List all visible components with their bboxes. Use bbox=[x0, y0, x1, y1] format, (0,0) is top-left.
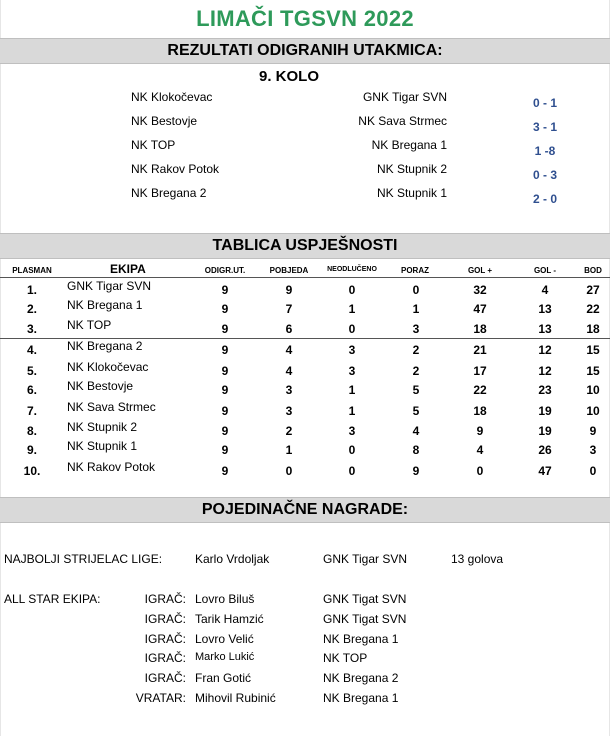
cell-lost: 2 bbox=[412, 343, 420, 357]
player-name: Mihovil Rubinić bbox=[195, 691, 276, 705]
team-name: NK Bestovje bbox=[67, 379, 134, 393]
match-home: NK TOP bbox=[131, 138, 176, 152]
cell-played: 9 bbox=[221, 283, 229, 297]
cell-won: 9 bbox=[285, 283, 293, 297]
match-home: NK Bestovje bbox=[131, 114, 198, 128]
table-band: TABLICA USPJEŠNOSTI bbox=[0, 233, 610, 259]
table-divider bbox=[0, 277, 610, 278]
player-name: Lovro Biluš bbox=[195, 592, 255, 606]
cell-draw: 1 bbox=[348, 383, 356, 397]
team-name: NK Stupnik 2 bbox=[67, 420, 138, 434]
cell-lost: 5 bbox=[412, 383, 420, 397]
cell-ga: 12 bbox=[538, 364, 552, 378]
cell-pts: 10 bbox=[586, 383, 600, 397]
cell-won: 4 bbox=[285, 343, 293, 357]
cell-gf: 0 bbox=[476, 464, 484, 478]
header-odigr: ODIGR.UT. bbox=[204, 266, 246, 275]
player-name: Lovro Velić bbox=[195, 631, 254, 646]
cell-pos: 2. bbox=[26, 302, 37, 316]
cell-won: 3 bbox=[285, 383, 293, 397]
player-club: NK Bregana 1 bbox=[323, 631, 399, 646]
player-role: IGRAČ: bbox=[144, 671, 186, 686]
all-star-label: ALL STAR EKIPA: bbox=[4, 592, 101, 606]
results-band: REZULTATI ODIGRANIH UTAKMICA: bbox=[0, 38, 610, 64]
cell-pts: 15 bbox=[586, 343, 600, 357]
cell-ga: 26 bbox=[538, 443, 552, 457]
player-name: Fran Gotić bbox=[195, 671, 252, 686]
player-name: Tarik Hamzić bbox=[195, 611, 264, 626]
cell-pos: 9. bbox=[26, 443, 37, 457]
cell-ga: 47 bbox=[538, 464, 552, 478]
cell-gf: 18 bbox=[473, 404, 487, 418]
cell-pos: 8. bbox=[26, 424, 37, 438]
cell-played: 9 bbox=[221, 302, 229, 316]
match-score: 2 - 0 bbox=[532, 192, 557, 206]
match-score: 3 - 1 bbox=[532, 120, 557, 134]
match-score: 0 - 3 bbox=[532, 168, 557, 182]
match-score: 1 -8 bbox=[534, 144, 556, 158]
round-label: 9. KOLO bbox=[258, 68, 319, 85]
cell-gf: 18 bbox=[473, 322, 487, 336]
team-name: GNK Tigar SVN bbox=[67, 279, 152, 293]
cell-gf: 17 bbox=[473, 364, 487, 378]
cell-pts: 10 bbox=[586, 404, 600, 418]
header-poraz: PORAZ bbox=[401, 266, 429, 275]
top-scorer-club: GNK Tigar SVN bbox=[323, 552, 408, 566]
cell-pts: 0 bbox=[589, 464, 597, 478]
cell-draw: 0 bbox=[348, 283, 356, 297]
cell-pos: 6. bbox=[26, 383, 37, 397]
match-home: NK Rakov Potok bbox=[131, 162, 220, 176]
cell-gf: 4 bbox=[476, 443, 484, 457]
header-ekipa: EKIPA bbox=[110, 262, 146, 276]
cell-pos: 3. bbox=[26, 322, 37, 336]
cell-draw: 3 bbox=[348, 364, 356, 378]
cell-won: 3 bbox=[285, 404, 293, 418]
cell-won: 4 bbox=[285, 364, 293, 378]
cell-pts: 9 bbox=[589, 424, 597, 438]
cell-lost: 0 bbox=[412, 283, 420, 297]
team-name: NK Stupnik 1 bbox=[67, 439, 138, 453]
cell-draw: 3 bbox=[348, 424, 356, 438]
cell-draw: 3 bbox=[348, 343, 356, 357]
team-name: NK Bregana 2 bbox=[67, 339, 143, 353]
cell-pts: 15 bbox=[586, 364, 600, 378]
cell-ga: 19 bbox=[538, 404, 552, 418]
cell-played: 9 bbox=[221, 364, 229, 378]
header-pobjeda: POBJEDA bbox=[269, 266, 309, 275]
match-away: NK Stupnik 1 bbox=[376, 186, 447, 200]
cell-gf: 22 bbox=[473, 383, 487, 397]
match-score: 0 - 1 bbox=[532, 96, 557, 110]
cell-lost: 8 bbox=[412, 443, 420, 457]
cell-lost: 1 bbox=[412, 302, 420, 316]
header-gol-plus: GOL + bbox=[467, 266, 493, 275]
cell-draw: 1 bbox=[348, 302, 356, 316]
player-club: GNK Tigat SVN bbox=[323, 611, 407, 626]
cell-gf: 9 bbox=[476, 424, 484, 438]
match-away: NK Sava Strmec bbox=[358, 114, 447, 128]
cell-draw: 0 bbox=[348, 464, 356, 478]
cell-ga: 13 bbox=[538, 322, 552, 336]
cell-ga: 12 bbox=[538, 343, 552, 357]
cell-pts: 27 bbox=[586, 283, 600, 297]
cell-draw: 1 bbox=[348, 404, 356, 418]
match-home: NK Klokočevac bbox=[131, 90, 213, 104]
team-name: NK Rakov Potok bbox=[67, 460, 156, 474]
match-away: NK Stupnik 2 bbox=[376, 162, 447, 176]
cell-pos: 1. bbox=[26, 283, 37, 297]
player-role: IGRAČ: bbox=[144, 611, 186, 626]
team-name: NK Klokočevac bbox=[67, 360, 149, 374]
header-gol-minus: GOL - bbox=[533, 266, 557, 275]
cell-lost: 3 bbox=[412, 322, 420, 336]
cell-gf: 21 bbox=[473, 343, 487, 357]
cell-played: 9 bbox=[221, 322, 229, 336]
cell-pos: 7. bbox=[26, 404, 37, 418]
player-role: IGRAČ: bbox=[144, 651, 186, 666]
grid-line bbox=[0, 0, 1, 736]
cell-ga: 19 bbox=[538, 424, 552, 438]
player-club: NK TOP bbox=[323, 651, 368, 666]
player-club: NK Bregana 1 bbox=[323, 691, 399, 705]
match-away: GNK Tigar SVN bbox=[362, 90, 447, 104]
cell-lost: 5 bbox=[412, 404, 420, 418]
player-club: GNK Tigat SVN bbox=[323, 592, 407, 606]
header-neodluceno: NEODLUČENO bbox=[327, 266, 377, 273]
cell-gf: 47 bbox=[473, 302, 487, 316]
team-name: NK Bregana 1 bbox=[67, 298, 143, 312]
cell-ga: 13 bbox=[538, 302, 552, 316]
cell-draw: 0 bbox=[348, 322, 356, 336]
page-title: LIMAČI TGSVN 2022 bbox=[196, 6, 414, 31]
cell-won: 2 bbox=[285, 424, 293, 438]
top-scorer-label: NAJBOLJI STRIJELAC LIGE: bbox=[4, 552, 163, 566]
header-bod: BOD bbox=[584, 266, 602, 275]
cell-played: 9 bbox=[221, 343, 229, 357]
cell-lost: 2 bbox=[412, 364, 420, 378]
awards-band: POJEDINAČNE NAGRADE: bbox=[0, 497, 610, 523]
cell-won: 1 bbox=[285, 443, 293, 457]
cell-won: 6 bbox=[285, 322, 293, 336]
cell-won: 7 bbox=[285, 302, 293, 316]
cell-pos: 10. bbox=[23, 464, 41, 478]
player-name: Marko Lukić bbox=[195, 651, 255, 664]
cell-pts: 3 bbox=[589, 443, 597, 457]
cell-pts: 22 bbox=[586, 302, 600, 316]
team-name: NK Sava Strmec bbox=[67, 400, 156, 414]
cell-pos: 5. bbox=[26, 364, 37, 378]
cell-won: 0 bbox=[285, 464, 293, 478]
player-role: VRATAR: bbox=[135, 691, 186, 705]
cell-played: 9 bbox=[221, 404, 229, 418]
cell-pos: 4. bbox=[26, 343, 37, 357]
cell-lost: 4 bbox=[412, 424, 420, 438]
cell-played: 9 bbox=[221, 383, 229, 397]
player-club: NK Bregana 2 bbox=[323, 671, 399, 686]
cell-pts: 18 bbox=[586, 322, 600, 336]
cell-gf: 32 bbox=[473, 283, 487, 297]
cell-played: 9 bbox=[221, 443, 229, 457]
header-plasman: PLASMAN bbox=[12, 266, 52, 275]
team-name: NK TOP bbox=[67, 318, 112, 332]
player-role: IGRAČ: bbox=[144, 631, 186, 646]
match-away: NK Bregana 1 bbox=[371, 138, 447, 152]
cell-played: 9 bbox=[221, 424, 229, 438]
top-scorer-name: Karlo Vrdoljak bbox=[195, 552, 270, 566]
cell-draw: 0 bbox=[348, 443, 356, 457]
cell-ga: 23 bbox=[538, 383, 552, 397]
cell-lost: 9 bbox=[412, 464, 420, 478]
player-role: IGRAČ: bbox=[144, 592, 186, 606]
match-home: NK Bregana 2 bbox=[131, 186, 207, 200]
top-scorer-goals: 13 golova bbox=[451, 552, 504, 566]
cell-ga: 4 bbox=[541, 283, 549, 297]
cell-played: 9 bbox=[221, 464, 229, 478]
